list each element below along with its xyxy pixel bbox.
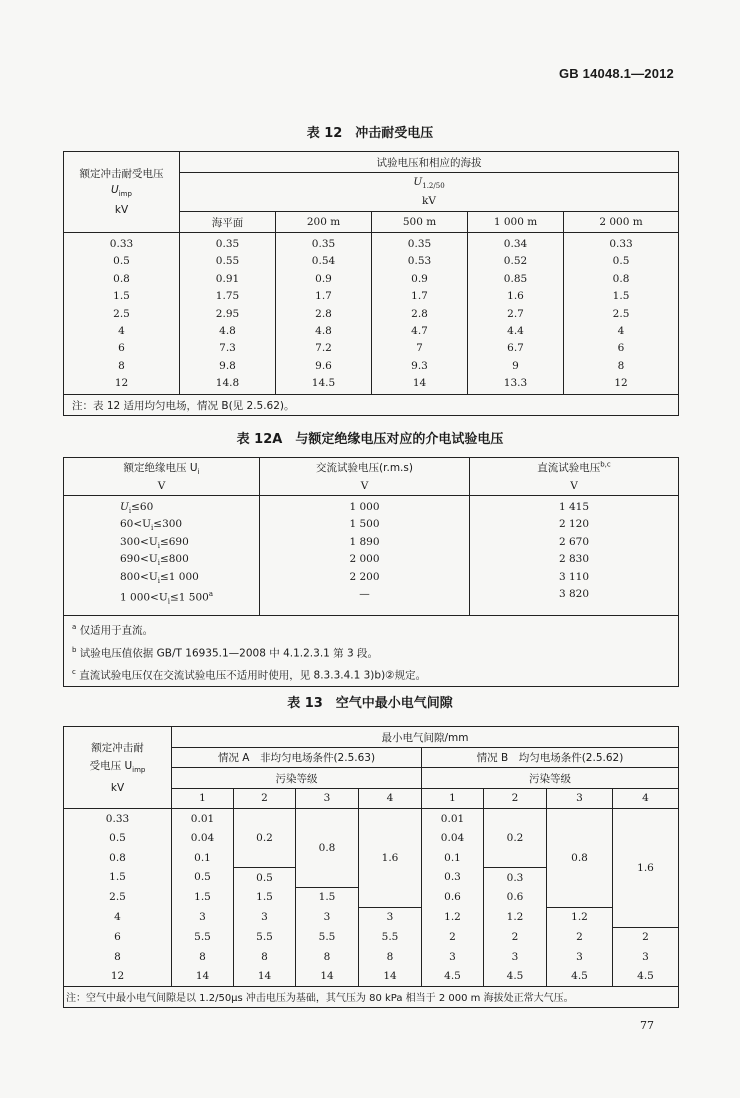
footnote-a: $^a$ 仅适用于直流。	[72, 623, 154, 637]
merged-cell: 1.6	[613, 809, 679, 927]
table13-pollution-label: 污染等级	[172, 768, 422, 788]
table-row: 0.8 0.1 0.1	[64, 848, 679, 867]
table13-caption: 表 13 空气中最小电气间隙	[287, 696, 453, 711]
table12a-col-ac: 1 000 1 500 1 890 2 000 2 200 —	[260, 496, 470, 616]
footnote-b: $^b$ 试验电压值依据 GB/T 16935.1—2008 中 4.1.2.3.1 第 3 段。	[72, 645, 379, 659]
table-row: 0.5 0.04 0.04	[64, 829, 679, 848]
table12a-caption: 表 12A 与额定绝缘电压对应的介电试验电压	[236, 432, 504, 447]
table12-body	[64, 233, 679, 395]
table13-note: 注：空气中最小电气间隙是以 1.2/50μs 冲击电压为基础，其气压为 80 kPa 相当于 2 000 m 海拔处正常大气压。	[64, 986, 679, 1007]
table13-case-a: 情况 A 非均匀电场条件(2.5.63)	[172, 748, 422, 768]
unit-cell: V	[470, 478, 679, 496]
header-rated-insulation-voltage: 额定绝缘电压 $U_i$	[64, 458, 260, 478]
table12-sub-header: $U_{1.2/50}$ kV	[180, 173, 679, 212]
header-dc-test-voltage: 直流试验电压$^{b,c}$	[470, 458, 679, 478]
table12-col-500m: 0.35 0.53 0.9 1.7 2.8 4.7 7 9.3 14	[372, 233, 468, 395]
table12a-col-ui: $U_i\le 60$ $60<U_i\le 300$ $300<U_i\le 690$ $690<U_i\le 800$ $800<U_i\le 1$ 000 1 $000<U_i\le 1$ 500$^a$	[64, 496, 260, 616]
table-row: 1.5 0.5 0.5 0.3 0.3	[64, 867, 679, 887]
col0-symbol: U	[111, 183, 119, 196]
table12-col-2000m: 0.33 0.5 0.8 1.5 2.5 4 6 8 12	[564, 233, 679, 395]
table12-col-voltage: 0.33 0.5 0.8 1.5 2.5 4 6 8 12	[64, 233, 180, 395]
table13-pollution-levels: 1 2 3 4 1 2 3 4	[64, 788, 679, 808]
table12-col-200m: 0.35 0.54 0.9 1.7 2.8 4.8 7.2 9.6 14.5	[276, 233, 372, 395]
table12-col0-header	[64, 152, 180, 233]
table-row: 6 5.5 5.5 5.5 5.5 2 2 2 2	[64, 927, 679, 947]
merged-cell: 1.6	[359, 809, 422, 907]
table12a-notes	[64, 616, 679, 687]
standard-code: GB 14048.1—2012	[558, 66, 674, 81]
table12-note: 注：表 12 适用均匀电场，情况 B(见 2.5.62)。	[64, 395, 679, 416]
table13	[63, 726, 679, 1008]
table12	[63, 151, 679, 416]
header-ac-test-voltage: 交流试验电压(r.m.s)	[260, 458, 470, 478]
table12a-col-dc: 1 415 2 120 2 670 2 830 3 110 3 820	[470, 496, 679, 616]
table12a-body	[64, 496, 679, 616]
table12-col-1000m: 0.34 0.52 0.85 1.6 2.7 4.4 6.7 9 13.3	[468, 233, 564, 395]
page-number: 77	[640, 1019, 654, 1032]
table12-caption: 表 12 冲击耐受电压	[306, 126, 434, 141]
col0-unit: kV	[114, 204, 129, 217]
col0-symbol-sub: imp	[118, 190, 132, 199]
merged-cell: 0.8	[296, 809, 359, 888]
table-row: 4 3 3 3 3 1.2 1.2 1.2	[64, 907, 679, 927]
table12-group-header: 试验电压和相应的海拔	[180, 152, 679, 173]
table13-pollution-label: 污染等级	[422, 768, 679, 788]
table13-case-b: 情况 B 均匀电场条件(2.5.62)	[422, 748, 679, 768]
table-row: 12 14 14 14 14 4.5 4.5 4.5 4.5	[64, 966, 679, 986]
table-row: 0.33 0.01 0.2 0.8 1.6 0.01 0.2 0.8 1.6	[64, 809, 679, 829]
altitude-header: 200 m	[276, 212, 372, 233]
altitude-header: 1 000 m	[468, 212, 564, 233]
col0-title: 额定冲击耐受电压	[79, 167, 164, 180]
altitude-header: 500 m	[372, 212, 468, 233]
merged-cell: 0.2	[234, 809, 296, 868]
table-row: 8 8 8 8 8 3 3 3 3	[64, 947, 679, 966]
unit-cell: V	[260, 478, 470, 496]
table13-group-header: 最小电气间隙/mm	[172, 727, 679, 748]
merged-cell: 0.2	[484, 809, 547, 868]
footnote-c: $^c$ 直流试验电压仅在交流试验电压不适用时使用，见 8.3.3.4.1 3)b)②规定。	[72, 668, 427, 682]
table-row: 2.5 1.5 1.5 1.5 0.6 0.6	[64, 887, 679, 907]
merged-cell: 0.8	[547, 809, 613, 907]
unit-cell: V	[64, 478, 260, 496]
table13-col0-header: 额定冲击耐 受电压 $U_{imp}$ kV	[64, 727, 172, 809]
table12a	[63, 457, 679, 687]
altitude-header: 2 000 m	[564, 212, 679, 233]
table12-col-sea-level: 0.35 0.55 0.91 1.75 2.95 4.8 7.3 9.8 14.8	[180, 233, 276, 395]
altitude-header: 海平面	[180, 212, 276, 233]
